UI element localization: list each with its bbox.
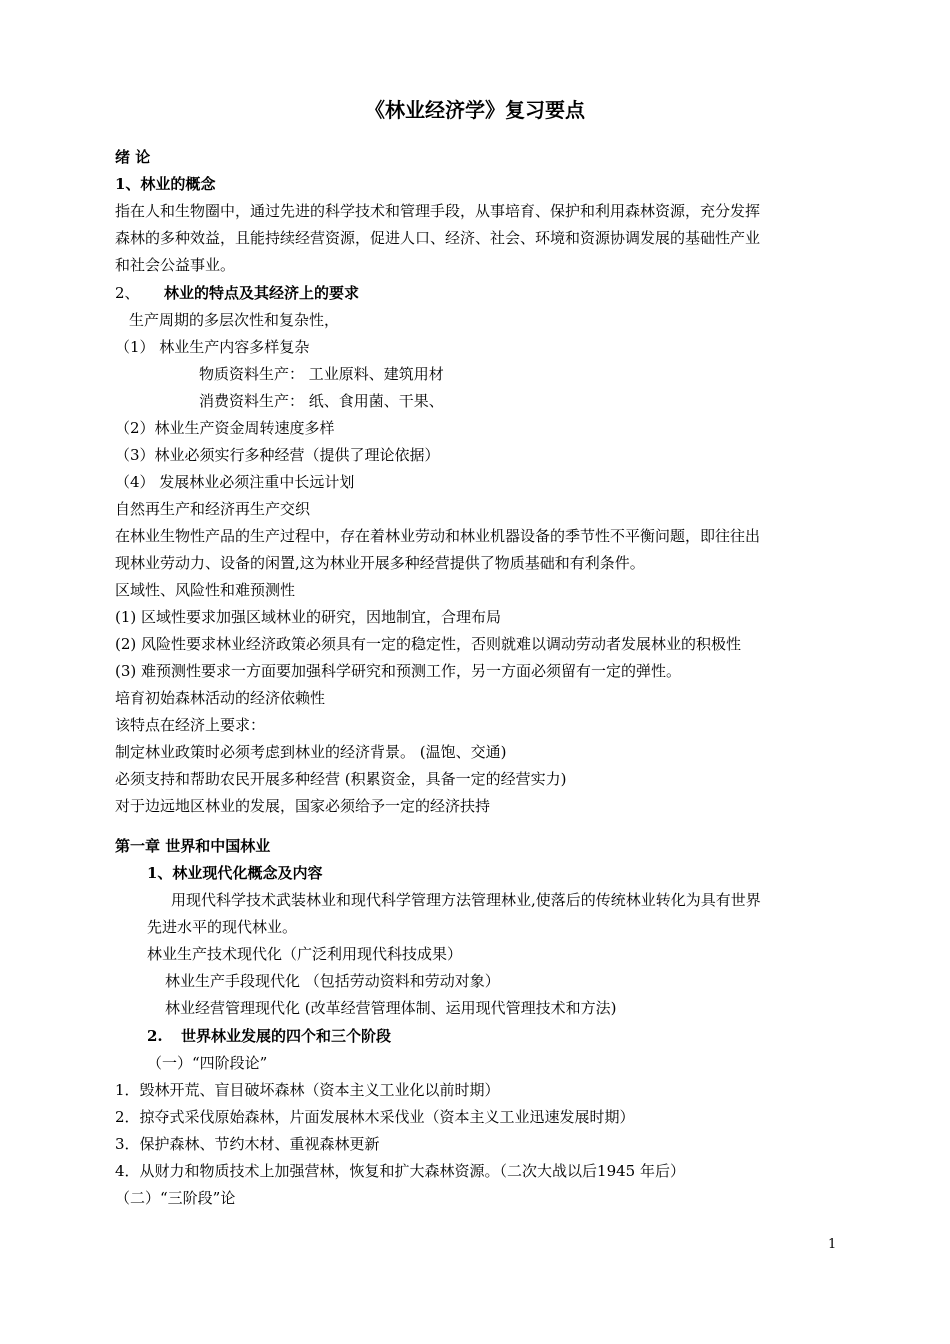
text-line: 必须支持和帮助农民开展多种经营 (积累资金，具备一定的经营实力) xyxy=(115,770,567,788)
section-heading: 1、林业现代化概念及内容 xyxy=(147,864,323,882)
list-item: (3) 难预测性要求一方面要加强科学研究和预测工作，另一方面必须留有一定的弹性。 xyxy=(115,662,682,680)
text-line: 生产周期的多层次性和复杂性， xyxy=(129,311,340,329)
section-number: 2、 xyxy=(115,284,140,302)
paragraph-line: 用现代科学技术武装林业和现代科学管理方法管理林业,使落后的传统林业转化为具有世界 xyxy=(171,891,761,909)
list-item: (2) 风险性要求林业经济政策必须具有一定的稳定性，否则就难以调动劳动者发展林业的积极性 xyxy=(115,635,742,653)
text-line: 对于边远地区林业的发展，国家必须给予一定的经济扶持 xyxy=(115,797,491,815)
text-line: 林业生产手段现代化 （包括劳动资料和劳动对象） xyxy=(165,972,500,990)
section-heading: 林业的特点及其经济上的要求 xyxy=(164,284,360,302)
paragraph-line: 在林业生物性产品的生产过程中，存在着林业劳动和林业机器设备的季节性不平衡问题，即往往出 xyxy=(115,527,761,545)
list-item: 2．掠夺式采伐原始森林，片面发展林木采伐业（资本主义工业迅速发展时期） xyxy=(115,1108,635,1126)
list-item: （1） 林业生产内容多样复杂 xyxy=(115,338,310,356)
intro-heading: 绪 论 xyxy=(115,148,151,166)
paragraph-line: 指在人和生物圈中，通过先进的科学技术和管理手段，从事培育、保护和利用森林资源，充分发挥 xyxy=(115,202,761,220)
paragraph-line: 现林业劳动力、设备的闲置,这为林业开展多种经营提供了物质基础和有利条件。 xyxy=(115,554,645,572)
list-item: (1) 区域性要求加强区域林业的研究，因地制宜，合理布局 xyxy=(115,608,502,626)
text-line: 培育初始森林活动的经济依赖性 xyxy=(115,689,326,707)
section-heading: 1、林业的概念 xyxy=(115,175,216,193)
list-item: （2）林业生产资金周转速度多样 xyxy=(115,419,335,437)
section-number: 2. xyxy=(147,1027,163,1045)
subsection-heading: （二）“三阶段”论 xyxy=(115,1189,236,1207)
list-item: （3）林业必须实行多种经营（提供了理论依据） xyxy=(115,446,440,464)
text-line: 林业经营管理现代化 (改革经营管理体制、运用现代管理技术和方法) xyxy=(165,999,617,1017)
text-line: 自然再生产和经济再生产交织 xyxy=(115,500,311,518)
chapter-heading: 第一章 世界和中国林业 xyxy=(115,837,271,855)
document-title: 《林业经济学》复习要点 xyxy=(365,98,585,122)
paragraph-line: 森林的多种效益，且能持续经营资源，促进人口、经济、社会、环境和资源协调发展的基础性产业 xyxy=(115,229,761,247)
page-number: 1 xyxy=(828,1237,837,1252)
list-item: 物质资料生产： 工业原料、建筑用材 xyxy=(199,365,444,383)
section-heading: 世界林业发展的四个和三个阶段 xyxy=(181,1027,392,1045)
paragraph-line: 先进水平的现代林业。 xyxy=(147,918,298,936)
list-item: 3．保护森林、节约木材、重视森林更新 xyxy=(115,1135,380,1153)
list-item: 消费资料生产： 纸、食用菌、干果、 xyxy=(199,392,444,410)
list-item: 1．毁林开荒、盲目破坏森林（资本主义工业化以前时期） xyxy=(115,1081,500,1099)
paragraph-line: 和社会公益事业。 xyxy=(115,256,236,274)
text-line: 区域性、风险性和难预测性 xyxy=(115,581,296,599)
subsection-heading: （一）“四阶段论” xyxy=(147,1054,268,1072)
text-line: 林业生产技术现代化（广泛利用现代科技成果） xyxy=(147,945,463,963)
list-item: 4．从财力和物质技术上加强营林，恢复和扩大森林资源。（二次大战以后1945 年后） xyxy=(115,1162,685,1180)
text-line: 制定林业政策时必须考虑到林业的经济背景。 (温饱、交通) xyxy=(115,743,507,761)
list-item: （4） 发展林业必须注重中长远计划 xyxy=(115,473,355,491)
text-line: 该特点在经济上要求： xyxy=(115,716,266,734)
